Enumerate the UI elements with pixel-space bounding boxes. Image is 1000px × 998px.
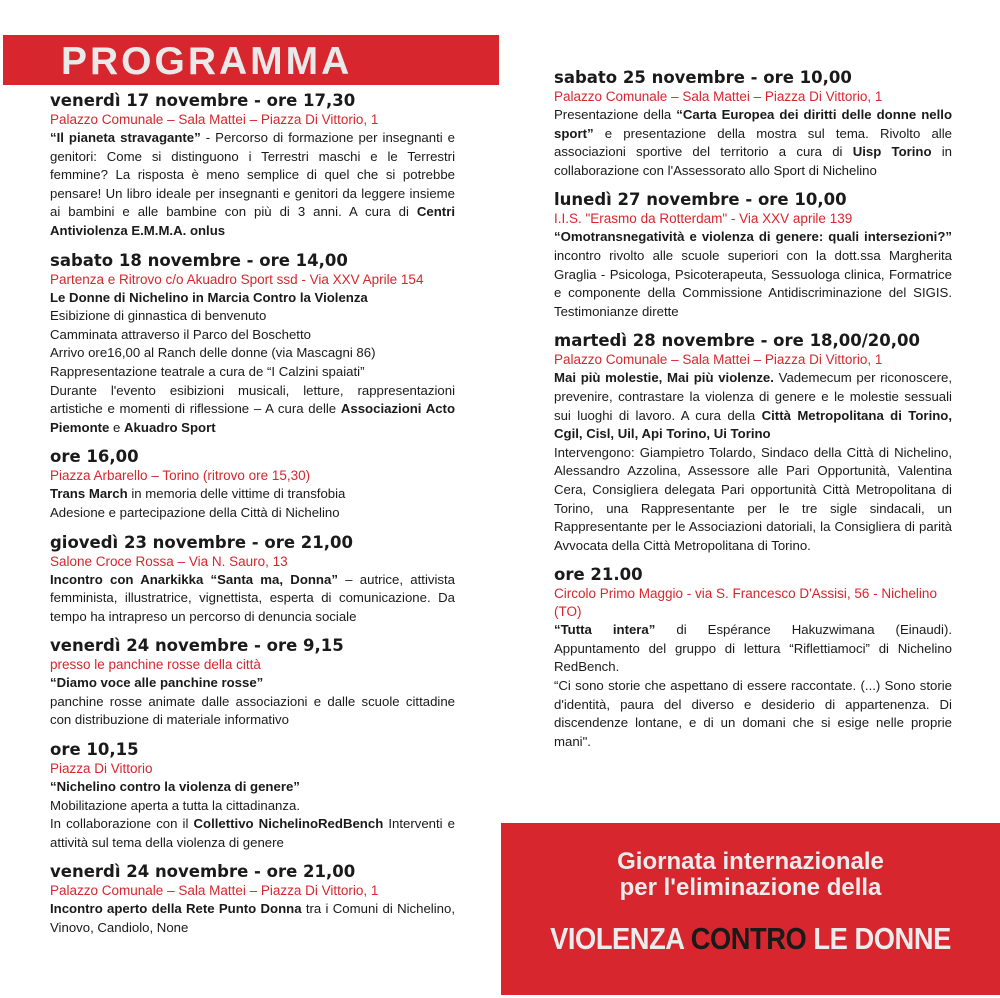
event-description: Incontro con Anarkikka “Santa ma, Donna” – autrice, attivista femminista, illustratrice, vignettista, esperta di comunicazione. Da tempo ha intrapreso un percorso di denuncia sociale [50,571,455,624]
event-description: Le Donne di Nichelino in Marcia Contro la Violenza Esibizione di ginnastica di benvenuto Camminata attraverso il Parco del Boschetto Arrivo ore16,00 al Ranch delle donne (via Mascagni 86) Rappresentazione teatrale a cura de “I Calzini spaiati” Durante l'evento esibizioni musicali, letture, rappresentazioni artistiche e momenti di riflessione – A cura delle Associazioni Acto Piemonte e Akuadro Sport [50,289,455,435]
footer-banner [501,823,1000,995]
event-location: Circolo Primo Maggio - via S. Francesco D'Assisi, 56 - Nichelino (TO) [554,586,937,620]
event-block [554,67,952,180]
event-date-time: venerdì 24 novembre - ore 21,00 [50,862,356,882]
event-location: Palazzo Comunale – Sala Mattei – Piazza Di Vittorio, 1 [554,352,883,368]
event-block [554,189,952,321]
footer-line-2: per l'eliminazione della [619,874,882,901]
event-date-time: ore 21.00 [554,565,643,585]
event-date-time: sabato 18 novembre - ore 14,00 [50,250,348,270]
left-column [50,90,455,947]
event-location: Piazza Arbarello – Torino (ritrovo ore 15,30) [50,468,311,484]
event-location: Piazza Di Vittorio [50,761,153,777]
event-location: Salone Croce Rossa – Via N. Sauro, 13 [50,553,288,569]
event-block [50,90,455,241]
event-description: Presentazione della “Carta Europea dei diritti delle donne nello sport” e presentazione della mostra sul tema. Rivolto alle associazioni sportive del territorio a cura di Uisp Torino in collaborazione con l'Assessorato allo Sport di Nichelino [554,107,953,178]
event-description: Trans March in memoria delle vittime di transfobia Adesione e partecipazione della Città di Nichelino [50,486,346,520]
event-description: “Tutta intera” di Espérance Hakuzwimana (Einaudi). Appuntamento del gruppo di lettura “Riflettiamoci” di Nichelino RedBench. “Ci sono storie che aspettano di essere raccontate. (...) Sono storie d'identità, paura del diverso e desiderio di appartenenza. Di discendenze lontane, e di un domani che si esige nelle proprie mani". [554,622,953,749]
event-block [554,564,952,751]
footer-le-donne: LE DONNE [806,921,951,956]
event-date-time: sabato 25 novembre - ore 10,00 [554,68,852,87]
event-block [50,635,455,730]
event-description: “Diamo voce alle panchine rosse” panchine rosse animate dalle associazioni e dalle scuole cittadine con distribuzione di materiale informativo [50,675,455,728]
page-title: PROGRAMMA [61,40,353,83]
event-block [50,739,455,852]
event-block [50,250,455,438]
event-date-time: lunedì 27 novembre - ore 10,00 [554,190,847,210]
event-description: “Omotransnegatività e violenza di genere: quali intersezioni?” incontro rivolto alle scuole superiori con la dott.ssa Margherita Graglia - Psicologa, Psicoterapeuta, Sessuologa clinica, Formatrice e componente della Commissione Antidiscriminazione del SIGIS. Testimonianze dirette [554,229,952,319]
event-block [554,330,952,555]
right-column [554,67,952,760]
event-date-time: ore 10,15 [50,740,139,760]
event-date-time: giovedì 23 novembre - ore 21,00 [50,532,353,552]
event-date-time: venerdì 17 novembre - ore 17,30 [50,91,356,110]
event-location: I.I.S. "Erasmo da Rotterdam" - Via XXV aprile 139 [554,211,853,227]
event-location: Palazzo Comunale – Sala Mattei – Piazza Di Vittorio, 1 [554,89,883,104]
event-date-time: ore 16,00 [50,447,139,467]
footer-contro: CONTRO [690,921,807,956]
event-description: Incontro aperto della Rete Punto Donna tra i Comuni di Nichelino, Vinovo, Candiolo, None [50,901,455,936]
footer-violenza: VIOLENZA [550,921,691,956]
event-description: “Il pianeta stravagante” - Percorso di formazione per insegnanti e genitori: Come si distinguono i Terrestri maschi e le Terrestri femmine? La risposta è meno semplice di quel che si potrebbe pensare! Un libro ideale per insegnanti e genitori da leggere insieme ai bambini e alle bambine con più di 3 anni. A cura di Centri Antiviolenza E.M.M.A. onlus [50,130,456,238]
event-description: Mai più molestie, Mai più violenze. Vademecum per riconoscere, prevenire, contrastare la violenza di genere e le molestie sessuali sui luoghi di lavoro. A cura della Città Metropolitana di Torino, Cgil, Cisl, Uil, Api Torino, Ui Torino Intervengono: Giampietro Tolardo, Sindaco della Città di Nichelino, Alessandro Azzolina, Assessore alle Pari Opportunità, Valentina Cera, Consigliera delegata Pari opportunità Città Metropolitana di Torino, una Rappresentante per le tre sigle sindacali, un Rappresentante per le Associazioni datoriali, la Consigliera di parità Avvocata della Città Metropolitana di Torino. [554,370,953,553]
event-date-time: martedì 28 novembre - ore 18,00/20,00 [554,331,920,351]
event-block [50,861,455,937]
event-location: presso le panchine rosse della città [50,657,261,673]
event-date-time: venerdì 24 novembre - ore 9,15 [50,636,344,656]
footer-line-3 [531,921,970,957]
event-location: Palazzo Comunale – Sala Mattei – Piazza Di Vittorio, 1 [50,883,379,899]
event-block [50,532,455,627]
event-location: Palazzo Comunale – Sala Mattei – Piazza Di Vittorio, 1 [50,112,379,127]
event-block [50,446,455,522]
event-description: “Nichelino contro la violenza di genere” Mobilitazione aperta a tutta la cittadinanza. In collaborazione con il Collettivo NichelinoRedBench Interventi e attività sul tema della violenza di genere [50,779,455,850]
footer-line-1: Giornata internazionale [617,848,884,875]
programma-header-band [3,35,499,85]
event-location: Partenza e Ritrovo c/o Akuadro Sport ssd - Via XXV Aprile 154 [50,271,424,287]
